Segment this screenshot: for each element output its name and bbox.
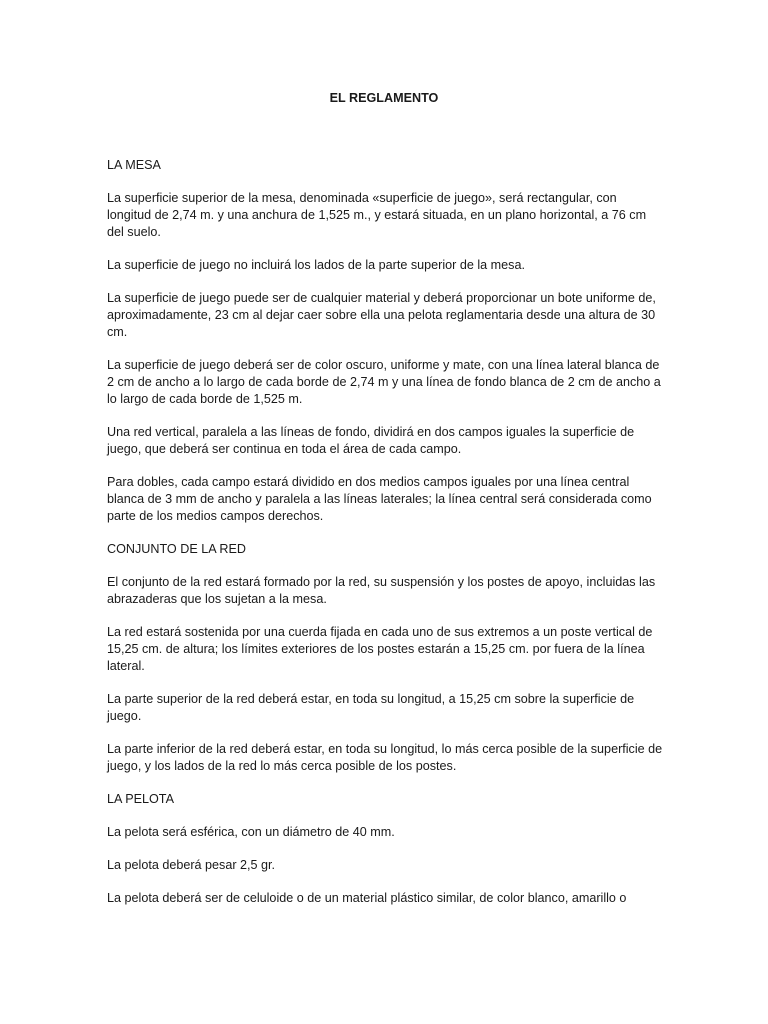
paragraph: El conjunto de la red estará formado por la red, su suspensión y los postes de apoyo, incluidas las abrazaderas que los sujetan a la mesa.	[107, 575, 656, 606]
paragraph: La parte superior de la red deberá estar, en toda su longitud, a 15,25 cm sobre la superficie de juego.	[107, 692, 635, 723]
section-heading-pelota: LA PELOTA	[107, 792, 174, 806]
document-body	[107, 157, 663, 923]
paragraph: La pelota deberá ser de celuloide o de un material plástico similar, de color blanco, amarillo o	[107, 891, 627, 905]
paragraph: La red estará sostenida por una cuerda fijada en cada uno de sus extremos a un poste vertical de 15,25 cm. de altura; los límites exteriores de los postes estarán a 15,25 cm. por fuera de la línea lateral.	[107, 625, 653, 673]
paragraph: Para dobles, cada campo estará dividido en dos medios campos iguales por una línea central blanca de 3 mm de ancho y paralela a las líneas laterales; la línea central será considerada como parte de los medios campos derechos.	[107, 475, 652, 523]
paragraph: La pelota deberá pesar 2,5 gr.	[107, 858, 276, 872]
section-heading-mesa: LA MESA	[107, 158, 161, 172]
paragraph: La superficie de juego no incluirá los lados de la parte superior de la mesa.	[107, 258, 525, 272]
paragraph: La superficie de juego puede ser de cualquier material y deberá proporcionar un bote uniforme de, aproximadamente, 23 cm al dejar caer sobre ella una pelota reglamentaria desde una altura de 30 cm.	[107, 291, 656, 339]
paragraph: Una red vertical, paralela a las líneas de fondo, dividirá en dos campos iguales la superficie de juego, que deberá ser continua en toda el área de cada campo.	[107, 425, 635, 456]
section-heading-red: CONJUNTO DE LA RED	[107, 542, 247, 556]
paragraph: La pelota será esférica, con un diámetro de 40 mm.	[107, 825, 395, 839]
paragraph: La superficie de juego deberá ser de color oscuro, uniforme y mate, con una línea lateral blanca de 2 cm de ancho a lo largo de cada borde de 2,74 m y una línea de fondo blanca de 2 cm de ancho a lo largo de cada borde de 1,525 m.	[107, 358, 661, 406]
paragraph: La parte inferior de la red deberá estar, en toda su longitud, lo más cerca posible de la superficie de juego, y los lados de la red lo más cerca posible de los postes.	[107, 742, 663, 773]
document-title: EL REGLAMENTO	[329, 91, 439, 105]
paragraph: La superficie superior de la mesa, denominada «superficie de juego», será rectangular, con longitud de 2,74 m. y una anchura de 1,525 m., y estará situada, en un plano horizontal, a 76 cm del suelo.	[107, 191, 647, 239]
